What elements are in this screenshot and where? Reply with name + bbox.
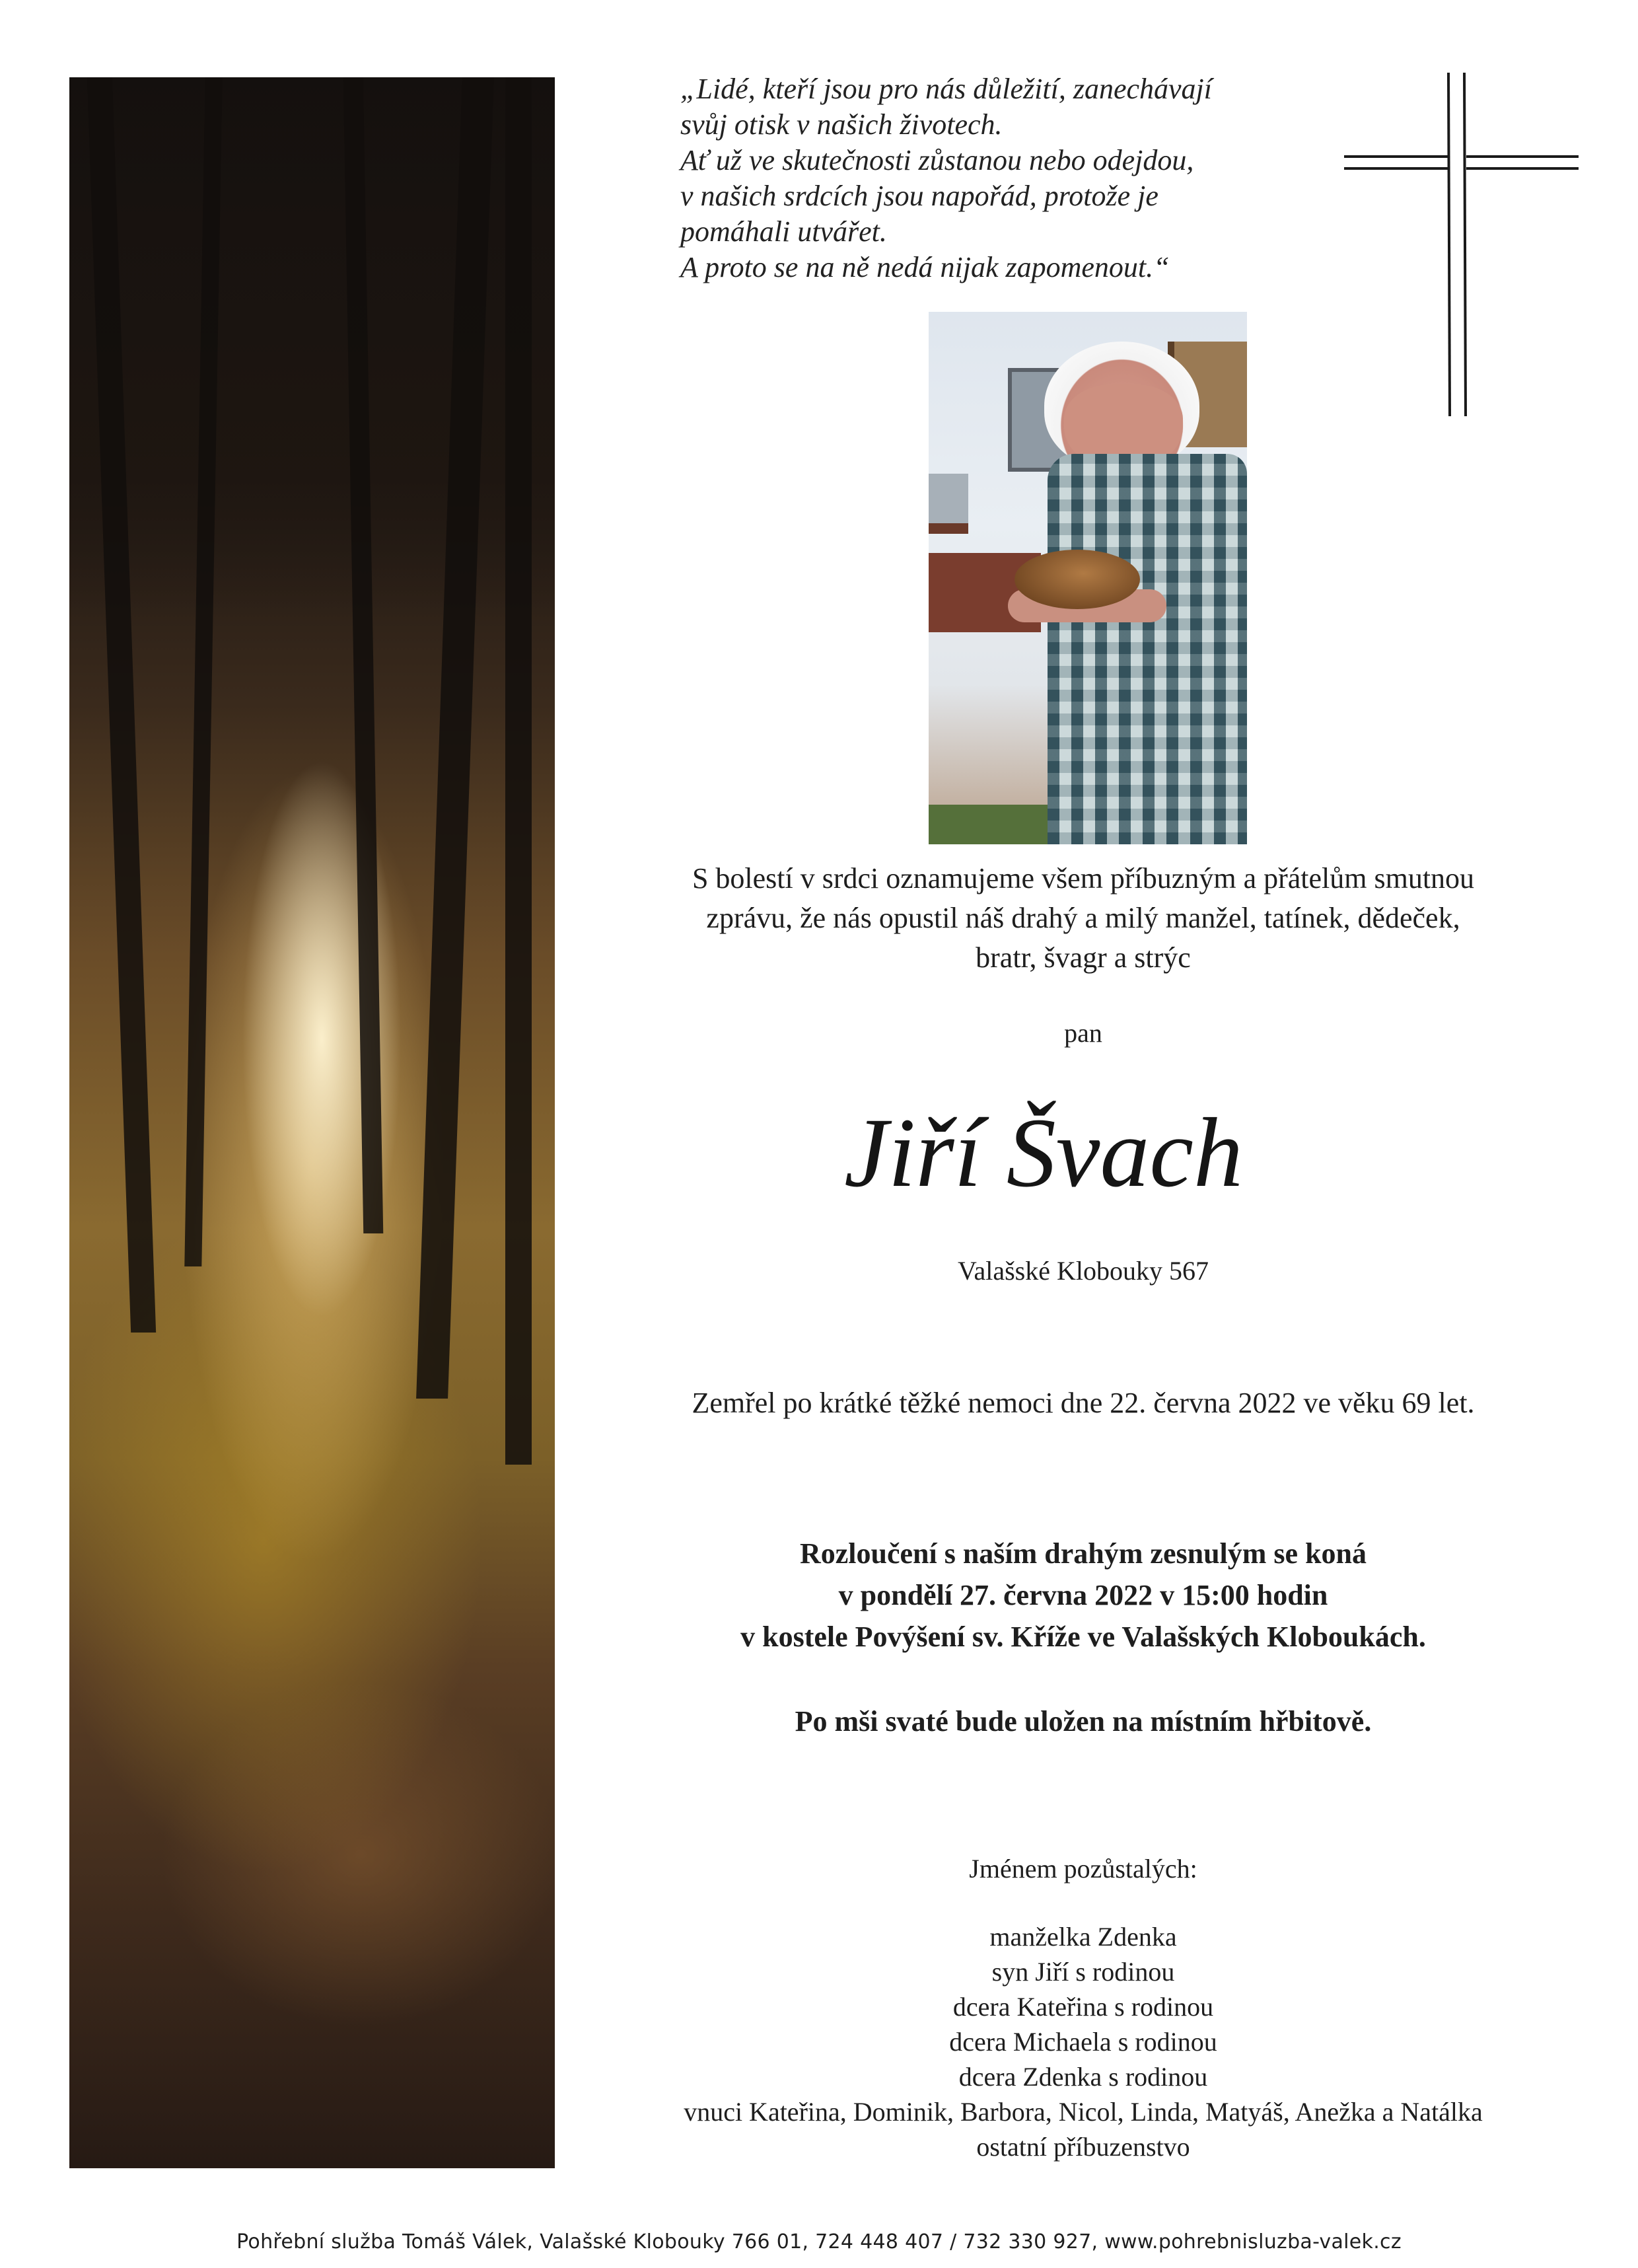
honorific: pan (1064, 1018, 1102, 1048)
photo-window (929, 474, 968, 534)
mourners-list (594, 1919, 1572, 2164)
ceremony-line: Rozloučení s naším drahým zesnulým se koná (799, 1537, 1367, 1570)
tree-trunk (505, 77, 532, 1465)
double-line-cross-icon (1344, 66, 1582, 423)
poem-line: Ať už ve skutečnosti zůstanou nebo odejdou, (680, 144, 1194, 176)
ceremony-line: v pondělí 27. června 2022 v 15:00 hodin (838, 1579, 1328, 1611)
mourner-item: dcera Zdenka s rodinou (958, 2062, 1208, 2092)
photo-plaid-shirt (1048, 454, 1247, 844)
mourner-item: dcera Michaela s rodinou (949, 2027, 1217, 2057)
forest-path-photo (69, 77, 555, 2168)
memorial-poem (680, 71, 1314, 285)
portrait-photo (929, 312, 1247, 844)
mourner-item: syn Jiří s rodinou (991, 1957, 1175, 1987)
poem-line: A proto se na ně nedá nijak zapomenout.“ (680, 251, 1170, 283)
intro-line: zprávu, že nás opustil náš drahý a milý manžel, tatínek, dědeček, (706, 902, 1460, 934)
intro-line: bratr, švagr a strýc (976, 941, 1191, 974)
photo-hedge (929, 805, 1061, 844)
death-notice: Zemřel po krátké těžké nemoci dne 22. června 2022 ve věku 69 let. (692, 1387, 1475, 1419)
deceased-name: Jiří Švach (844, 1098, 1243, 1208)
poem-line: „Lidé, kteří jsou pro nás důležití, zanechávají (680, 73, 1212, 105)
deceased-address: Valašské Klobouky 567 (958, 1256, 1209, 1286)
mourner-item: manželka Zdenka (989, 1922, 1177, 1952)
ceremony-line: v kostele Povýšení sv. Kříže ve Valašských Kloboukách. (740, 1621, 1426, 1653)
poem-line: pomáhali utvářet. (680, 215, 887, 248)
poem-line: svůj otisk v našich životech. (680, 108, 1003, 141)
ceremony-details (594, 1533, 1572, 1658)
intro-line: S bolestí v srdci oznamujeme všem příbuzným a přátelům smutnou (692, 862, 1475, 895)
mourner-item: vnuci Kateřina, Dominik, Barbora, Nicol, Linda, Matyáš, Anežka a Natálka (684, 2097, 1483, 2127)
mourner-item: ostatní příbuzenstvo (976, 2132, 1190, 2162)
photo-puppy (1015, 550, 1140, 609)
announcement-intro (594, 859, 1572, 978)
poem-line: v našich srdcích jsou napořád, protože je (680, 180, 1158, 212)
mourner-item: dcera Kateřina s rodinou (952, 1992, 1214, 2022)
mourners-heading: Jménem pozůstalých: (969, 1854, 1197, 1884)
funeral-service-footer: Pohřební služba Tomáš Válek, Valašské Klobouky 766 01, 724 448 407 / 732 330 927, www.pohrebnisluzba-valek.cz (236, 2230, 1402, 2253)
burial-notice: Po mši svaté bude uložen na místním hřbitově. (795, 1705, 1372, 1738)
